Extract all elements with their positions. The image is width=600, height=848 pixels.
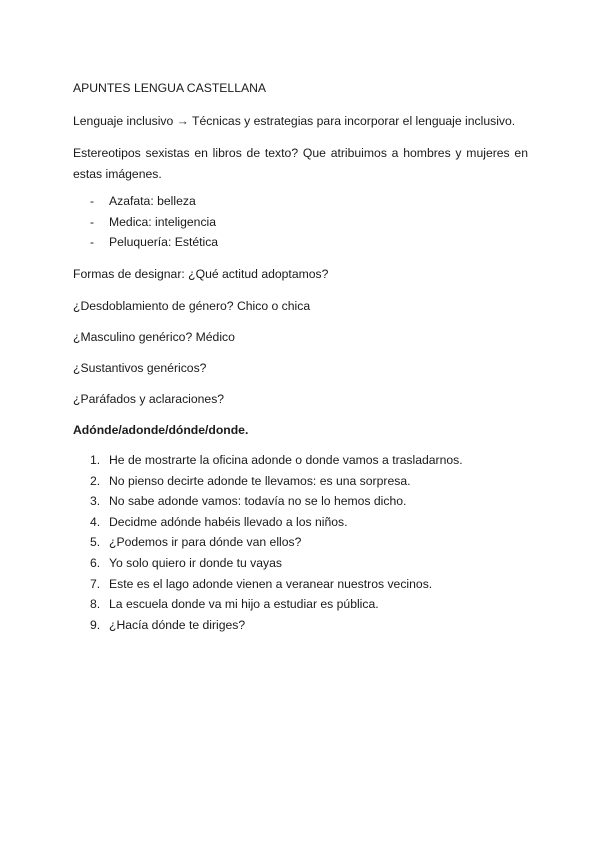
question-sustantivos: ¿Sustantivos genéricos? xyxy=(73,361,207,375)
item-number: 7. xyxy=(90,576,101,591)
section-heading: Adónde/adonde/dónde/donde. xyxy=(73,423,249,437)
item-number: 9. xyxy=(90,617,101,632)
question-designar: Formas de designar: ¿Qué actitud adoptamos? xyxy=(73,267,329,281)
item-number: 8. xyxy=(90,597,101,612)
question-desdoblamiento: ¿Desdoblamiento de género? Chico o chica xyxy=(73,299,311,313)
item-number: 6. xyxy=(90,555,101,570)
document-title: APUNTES LENGUA CASTELLANA xyxy=(73,81,267,95)
item-text: Yo solo quiero ir donde tu vayas xyxy=(109,555,282,570)
item-text: ¿Podemos ir para dónde van ellos? xyxy=(109,535,302,550)
item-text: Decidme adónde habéis llevado a los niños. xyxy=(109,514,348,529)
stereotypes-paragraph: Estereotipos sexistas en libros de texto? Que atribuimos a hombres y mujeres en estas imágenes. xyxy=(73,146,528,181)
bullet-dash: - xyxy=(90,214,95,229)
bullet-dash: - xyxy=(90,235,95,249)
item-number: 2. xyxy=(90,473,101,488)
item-text: Este es el lago adonde vienen a veranear nuestros vecinos. xyxy=(109,576,433,591)
bullet-text: Medica: inteligencia xyxy=(109,214,217,229)
bullet-text: Azafata: belleza xyxy=(109,194,196,208)
item-number: 1. xyxy=(90,453,101,467)
question-masculino: ¿Masculino genérico? Médico xyxy=(73,330,235,344)
item-text: No sabe adonde vamos: todavía no se lo hemos dicho. xyxy=(109,494,407,509)
item-text: He de mostrarte la oficina adonde o donde vamos a trasladarnos. xyxy=(109,453,463,467)
item-text: No pienso decirte adonde te llevamos: es una sorpresa. xyxy=(109,473,411,488)
bullet-dash: - xyxy=(90,194,95,208)
item-number: 5. xyxy=(90,535,101,550)
item-text: La escuela donde va mi hijo a estudiar es pública. xyxy=(109,597,379,612)
item-number: 3. xyxy=(90,494,101,509)
question-parafrasis: ¿Paráfados y aclaraciones? xyxy=(73,392,225,406)
item-number: 4. xyxy=(90,514,101,529)
item-text: ¿Hacía dónde te diriges? xyxy=(109,617,246,632)
intro-paragraph: Lenguaje inclusivo → Técnicas y estrategias para incorporar el lenguaje inclusivo. xyxy=(73,114,516,128)
bullet-text: Peluquería: Estética xyxy=(109,235,219,249)
